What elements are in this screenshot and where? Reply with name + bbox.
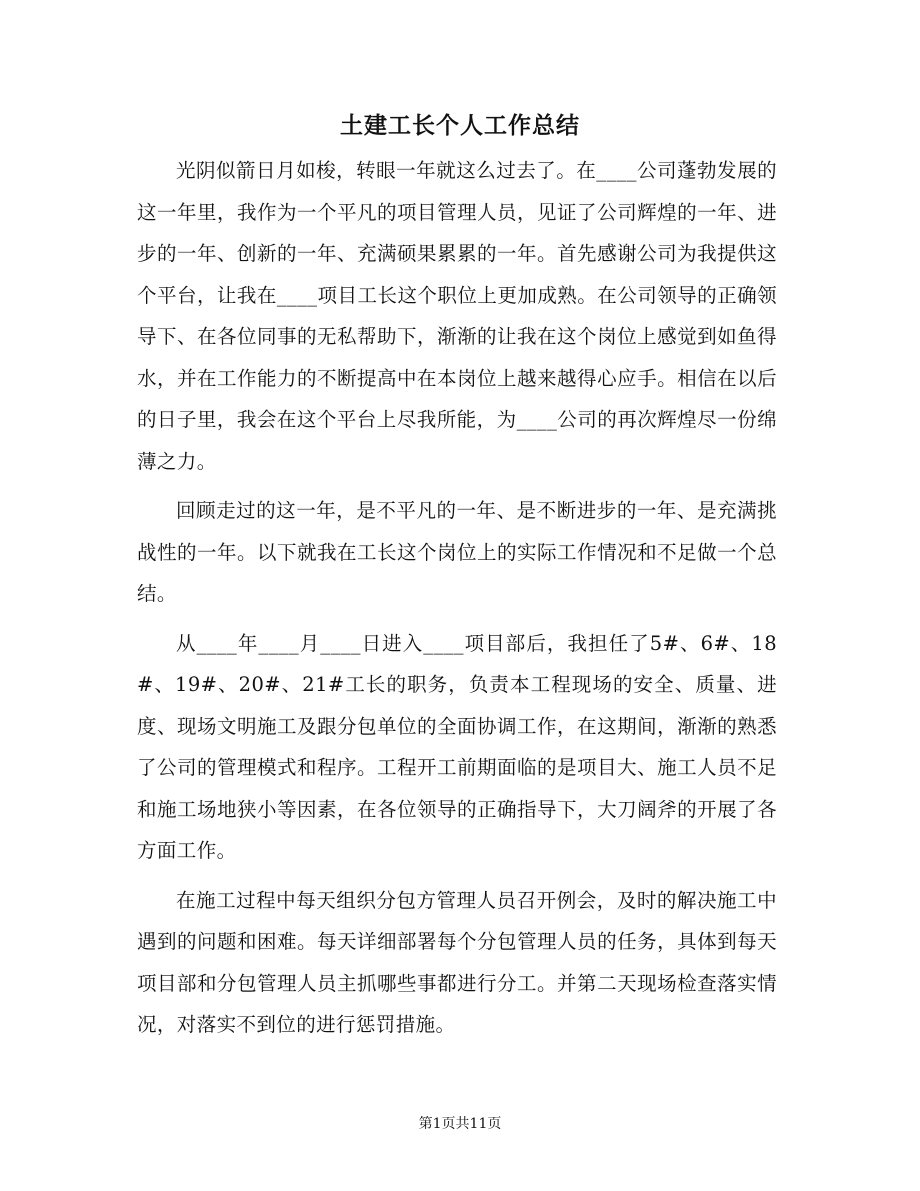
paragraph: 在施工过程中每天组织分包方管理人员召开例会，及时的解决施工中遇到的问题和困难。每天详细部署每个分包管理人员的任务，具体到每天项目部和分包管理人员主抓哪些事都进行分工。并第二天现场检查落实情况，对落实不到位的进行惩罚措施。 <box>137 888 777 1036</box>
document-body <box>137 150 777 1054</box>
page-number: 第1页共11页 <box>418 1116 502 1132</box>
paragraph: 回顾走过的这一年，是不平凡的一年、是不断进步的一年、是充满挑战性的一年。以下就我在工长这个岗位上的实际工作情况和不足做一个总结。 <box>137 499 777 605</box>
paragraph: 光阴似箭日月如梭，转眼一年就这么过去了。在____公司蓬勃发展的这一年里，我作为一个平凡的项目管理人员，见证了公司辉煌的一年、进步的一年、创新的一年、充满硕果累累的一年。首先感谢公司为我提供这个平台，让我在____项目工长这个职位上更加成熟。在公司领导的正确领导下、在各位同事的无私帮助下，渐渐的让我在这个岗位上感觉到如鱼得水，并在工作能力的不断提高中在本岗位上越来越得心应手。相信在以后的日子里，我会在这个平台上尽我所能，为____公司的再次辉煌尽一份绵薄之力。 <box>137 159 777 473</box>
paragraph: 从____年____月____日进入____项目部后，我担任了5#、6#、18#、19#、20#、21#工长的职务，负责本工程现场的安全、质量、进度、现场文明施工及跟分包单位的全面协调工作，在这期间，渐渐的熟悉了公司的管理模式和程序。工程开工前期面临的是项目大、施工人员不足和施工场地狭小等因素，在各位领导的正确指导下，大刀阔斧的开展了各方面工作。 <box>137 631 777 862</box>
document-title: 土建工长个人工作总结 <box>340 112 580 139</box>
